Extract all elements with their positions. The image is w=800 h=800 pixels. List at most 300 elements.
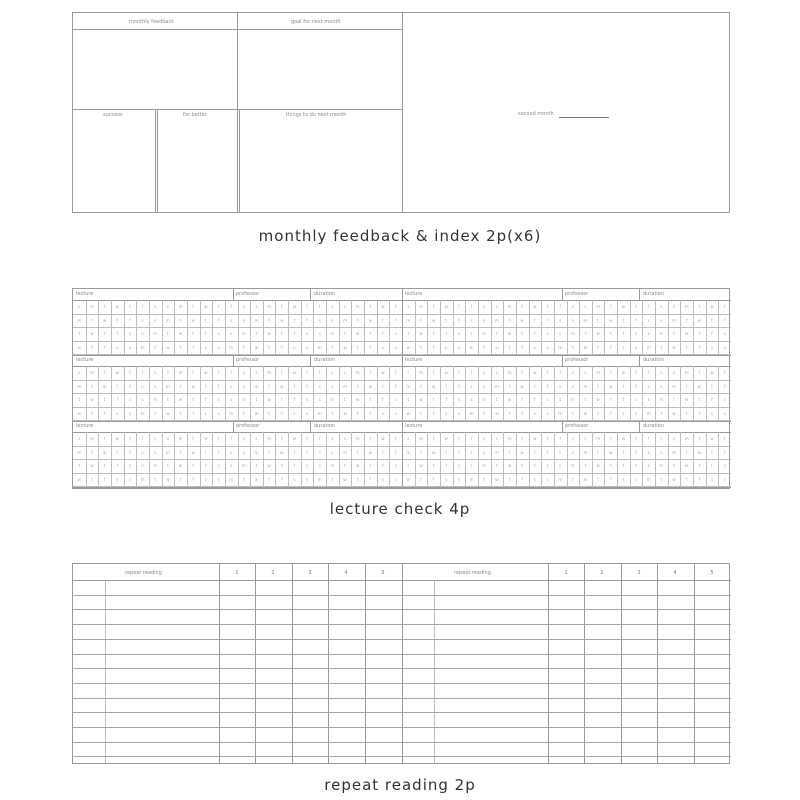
grid-cell[interactable]: m	[659, 397, 664, 402]
grid-cell[interactable]: s	[293, 410, 296, 416]
grid-cell[interactable]: w	[583, 476, 588, 482]
grid-cell[interactable]: w	[406, 476, 410, 482]
repeat-row-line[interactable]	[402, 727, 731, 728]
grid-cell[interactable]: s	[457, 463, 460, 468]
grid-cell[interactable]: s	[470, 449, 473, 455]
grid-cell[interactable]: t	[205, 449, 207, 455]
grid-cell[interactable]: w	[115, 370, 119, 375]
grid-cell[interactable]: t	[723, 436, 726, 441]
grid-cell[interactable]: t	[154, 344, 157, 350]
grid-cell[interactable]: f	[432, 410, 435, 416]
grid-cell[interactable]: t	[103, 397, 106, 402]
grid-cell[interactable]: w	[166, 476, 170, 482]
grid-cell[interactable]: t	[268, 317, 270, 323]
grid-cell[interactable]: t	[534, 383, 536, 389]
grid-cell[interactable]: f	[205, 397, 207, 402]
grid-cell[interactable]: s	[710, 410, 714, 416]
grid-cell[interactable]: f	[382, 397, 384, 402]
grid-cell[interactable]: w	[710, 370, 714, 375]
grid-cell[interactable]: w	[254, 410, 259, 416]
grid-cell[interactable]: t	[179, 383, 182, 389]
grid-cell[interactable]: t	[609, 463, 612, 468]
grid-cell[interactable]: t	[508, 410, 511, 416]
grid-cell[interactable]: f	[293, 463, 296, 468]
grid-cell[interactable]: m	[570, 331, 575, 336]
grid-cell[interactable]: t	[78, 331, 81, 336]
grid-cell[interactable]: s	[546, 410, 549, 416]
grid-cell[interactable]: m	[343, 449, 347, 455]
grid-cell[interactable]: t	[508, 383, 511, 389]
grid-cell[interactable]: s	[584, 436, 587, 441]
grid-cell[interactable]: t	[673, 331, 675, 336]
grid-cell[interactable]: f	[445, 397, 447, 402]
grid-cell[interactable]: f	[534, 463, 536, 468]
grid-cell[interactable]: f	[394, 449, 397, 455]
grid-cell[interactable]: f	[394, 317, 397, 323]
grid-cell[interactable]: s	[394, 410, 397, 416]
grid-cell[interactable]: s	[571, 370, 574, 375]
grid-cell[interactable]: s	[255, 304, 258, 309]
grid-cell[interactable]: s	[204, 410, 207, 416]
grid-cell[interactable]: s	[381, 410, 385, 416]
grid-cell[interactable]: t	[344, 463, 346, 468]
grid-cell[interactable]: s	[116, 476, 119, 482]
grid-cell[interactable]: m	[254, 317, 259, 323]
grid-cell[interactable]: t	[306, 304, 308, 309]
grid-cell[interactable]: t	[268, 449, 270, 455]
grid-cell[interactable]: s	[559, 463, 562, 468]
grid-cell[interactable]: f	[635, 317, 637, 323]
grid-cell[interactable]: t	[698, 331, 701, 336]
repeat-row-line[interactable]	[402, 609, 731, 610]
grid-cell[interactable]: w	[685, 397, 689, 402]
grid-cell[interactable]: w	[697, 383, 701, 389]
grid-cell[interactable]: t	[293, 449, 296, 455]
grid-cell[interactable]: f	[116, 397, 118, 402]
grid-cell[interactable]: w	[178, 397, 183, 402]
grid-cell[interactable]: w	[583, 410, 588, 416]
grid-cell[interactable]: s	[141, 397, 144, 402]
grid-cell[interactable]: f	[521, 410, 523, 416]
grid-cell[interactable]: t	[698, 463, 701, 468]
grid-cell[interactable]: s	[204, 476, 207, 482]
grid-cell[interactable]: w	[204, 436, 208, 441]
grid-cell[interactable]: s	[470, 397, 473, 402]
grid-cell[interactable]: s	[331, 449, 334, 455]
grid-cell[interactable]: w	[343, 476, 347, 482]
grid-cell[interactable]: t	[609, 397, 612, 402]
grid-cell[interactable]: s	[483, 304, 486, 309]
grid-cell[interactable]: f	[445, 463, 447, 468]
grid-cell[interactable]: w	[292, 304, 297, 309]
grid-cell[interactable]: w	[280, 317, 284, 323]
grid-cell[interactable]: t	[572, 344, 574, 350]
repeat-row-line[interactable]	[73, 756, 402, 757]
grid-cell[interactable]: t	[154, 410, 157, 416]
grid-cell[interactable]: m	[406, 317, 411, 323]
grid-cell[interactable]: s	[710, 476, 714, 482]
repeat-row-line[interactable]	[402, 756, 731, 757]
grid-cell[interactable]: f	[293, 397, 296, 402]
grid-cell[interactable]: m	[494, 383, 499, 389]
grid-cell[interactable]: f	[129, 383, 131, 389]
grid-cell[interactable]: s	[483, 449, 486, 455]
grid-cell[interactable]: w	[292, 436, 297, 441]
grid-cell[interactable]: t	[268, 410, 270, 416]
grid-cell[interactable]: t	[635, 304, 637, 309]
grid-cell[interactable]: t	[597, 317, 599, 323]
grid-cell[interactable]: w	[191, 449, 195, 455]
grid-cell[interactable]: m	[659, 463, 664, 468]
grid-cell[interactable]: s	[331, 383, 334, 389]
grid-cell[interactable]: f	[141, 436, 144, 441]
grid-cell[interactable]: t	[280, 370, 283, 375]
grid-cell[interactable]: s	[154, 383, 157, 389]
grid-cell[interactable]: m	[153, 463, 158, 468]
grid-cell[interactable]: s	[445, 344, 448, 350]
grid-cell[interactable]: m	[178, 304, 183, 309]
grid-cell[interactable]: t	[445, 449, 448, 455]
grid-cell[interactable]: t	[306, 370, 308, 375]
grid-cell[interactable]: m	[317, 476, 322, 482]
grid-cell[interactable]: t	[572, 410, 574, 416]
grid-cell[interactable]: t	[420, 383, 422, 389]
grid-cell[interactable]: t	[91, 449, 93, 455]
grid-cell[interactable]: w	[609, 317, 613, 323]
grid-cell[interactable]: s	[116, 410, 119, 416]
grid-cell[interactable]: w	[431, 449, 436, 455]
grid-cell[interactable]: s	[635, 476, 638, 482]
grid-cell[interactable]: s	[141, 317, 144, 323]
grid-cell[interactable]: f	[546, 317, 549, 323]
grid-cell[interactable]: m	[178, 370, 183, 375]
grid-cell[interactable]: t	[420, 344, 422, 350]
grid-cell[interactable]: t	[91, 344, 93, 350]
grid-cell[interactable]: w	[495, 344, 499, 350]
grid-cell[interactable]: m	[90, 304, 94, 309]
grid-cell[interactable]: m	[343, 383, 347, 389]
grid-cell[interactable]: t	[622, 317, 625, 323]
grid-cell[interactable]: s	[571, 304, 574, 309]
grid-cell[interactable]: t	[660, 344, 663, 350]
grid-cell[interactable]: t	[622, 383, 625, 389]
grid-cell[interactable]: t	[255, 331, 258, 336]
grid-cell[interactable]: s	[242, 383, 245, 389]
grid-cell[interactable]: s	[533, 476, 536, 482]
grid-cell[interactable]: s	[78, 436, 81, 441]
grid-cell[interactable]: s	[647, 397, 650, 402]
grid-cell[interactable]: t	[432, 370, 435, 375]
grid-cell[interactable]: s	[647, 383, 650, 389]
grid-cell[interactable]: s	[457, 331, 460, 336]
grid-cell[interactable]: t	[407, 397, 410, 402]
grid-cell[interactable]: f	[546, 449, 549, 455]
grid-cell[interactable]: w	[596, 397, 600, 402]
grid-cell[interactable]: t	[432, 331, 435, 336]
grid-cell[interactable]: m	[646, 476, 651, 482]
grid-cell[interactable]: f	[470, 436, 473, 441]
grid-cell[interactable]: t	[280, 436, 283, 441]
grid-cell[interactable]: t	[445, 317, 448, 323]
grid-cell[interactable]: t	[711, 449, 713, 455]
grid-cell[interactable]: t	[673, 397, 675, 402]
grid-cell[interactable]: s	[723, 331, 726, 336]
grid-cell[interactable]: t	[369, 331, 372, 336]
grid-cell[interactable]: t	[382, 317, 384, 323]
grid-cell[interactable]: s	[559, 383, 562, 389]
grid-cell[interactable]: s	[230, 463, 233, 468]
grid-cell[interactable]: s	[381, 344, 385, 350]
grid-cell[interactable]: w	[520, 383, 524, 389]
grid-cell[interactable]: s	[571, 449, 574, 455]
grid-cell[interactable]: s	[470, 317, 473, 323]
grid-cell[interactable]: s	[128, 410, 131, 416]
grid-cell[interactable]: m	[684, 370, 689, 375]
grid-cell[interactable]: t	[685, 476, 688, 482]
grid-cell[interactable]: s	[331, 370, 334, 375]
grid-cell[interactable]: m	[482, 463, 487, 468]
grid-cell[interactable]: t	[268, 476, 270, 482]
grid-cell[interactable]: s	[635, 331, 638, 336]
grid-cell[interactable]: t	[407, 331, 410, 336]
grid-cell[interactable]: f	[622, 397, 625, 402]
grid-cell[interactable]: w	[406, 410, 410, 416]
grid-cell[interactable]: m	[229, 476, 234, 482]
grid-cell[interactable]: f	[648, 370, 650, 375]
grid-cell[interactable]: w	[520, 449, 524, 455]
grid-cell[interactable]: s	[457, 397, 460, 402]
grid-cell[interactable]: m	[140, 476, 145, 482]
grid-cell[interactable]: m	[469, 344, 474, 350]
grid-cell[interactable]: w	[381, 436, 385, 441]
grid-cell[interactable]: w	[495, 476, 499, 482]
grid-cell[interactable]: s	[217, 463, 220, 468]
repeat-row-line[interactable]	[402, 639, 731, 640]
grid-cell[interactable]: m	[77, 383, 82, 389]
grid-cell[interactable]: t	[622, 449, 625, 455]
grid-cell[interactable]: w	[431, 383, 436, 389]
grid-cell[interactable]: f	[470, 370, 473, 375]
grid-cell[interactable]: f	[217, 449, 220, 455]
grid-cell[interactable]: t	[546, 370, 549, 375]
grid-cell[interactable]: t	[78, 463, 81, 468]
grid-cell[interactable]: t	[129, 436, 131, 441]
grid-cell[interactable]: f	[205, 331, 207, 336]
grid-cell[interactable]: s	[331, 317, 334, 323]
grid-cell[interactable]: w	[381, 370, 385, 375]
grid-cell[interactable]: m	[343, 317, 347, 323]
grid-cell[interactable]: t	[255, 463, 258, 468]
grid-cell[interactable]: w	[672, 476, 676, 482]
grid-cell[interactable]: m	[583, 317, 588, 323]
grid-cell[interactable]: t	[243, 344, 245, 350]
grid-cell[interactable]: t	[356, 449, 359, 455]
grid-cell[interactable]: s	[394, 463, 397, 468]
grid-cell[interactable]: t	[91, 317, 93, 323]
grid-cell[interactable]: t	[293, 317, 296, 323]
grid-cell[interactable]: t	[609, 370, 612, 375]
grid-cell[interactable]: t	[255, 397, 258, 402]
grid-cell[interactable]: s	[723, 344, 726, 350]
grid-cell[interactable]: w	[292, 370, 297, 375]
grid-cell[interactable]: f	[293, 331, 296, 336]
grid-cell[interactable]: t	[192, 397, 194, 402]
grid-cell[interactable]: f	[141, 304, 144, 309]
grid-cell[interactable]: s	[166, 304, 169, 309]
grid-cell[interactable]: s	[584, 304, 587, 309]
grid-cell[interactable]: s	[407, 370, 410, 375]
grid-cell[interactable]: w	[533, 370, 537, 375]
grid-cell[interactable]: f	[559, 370, 561, 375]
grid-cell[interactable]: w	[356, 463, 360, 468]
grid-cell[interactable]: s	[559, 317, 562, 323]
grid-cell[interactable]: f	[141, 370, 144, 375]
grid-cell[interactable]: t	[597, 383, 599, 389]
grid-cell[interactable]: s	[470, 463, 473, 468]
grid-cell[interactable]: m	[507, 304, 512, 309]
grid-cell[interactable]: t	[597, 476, 599, 482]
grid-cell[interactable]: t	[280, 331, 283, 336]
grid-cell[interactable]: t	[179, 449, 182, 455]
grid-cell[interactable]: t	[356, 410, 359, 416]
grid-cell[interactable]: w	[583, 344, 588, 350]
grid-cell[interactable]: s	[470, 331, 473, 336]
grid-cell[interactable]: m	[570, 463, 575, 468]
grid-cell[interactable]: s	[647, 331, 650, 336]
repeat-row-line[interactable]	[73, 609, 402, 610]
grid-cell[interactable]: w	[621, 304, 626, 309]
grid-cell[interactable]: s	[571, 317, 574, 323]
grid-cell[interactable]: w	[609, 449, 613, 455]
grid-cell[interactable]: m	[558, 476, 563, 482]
grid-cell[interactable]: w	[621, 436, 626, 441]
grid-cell[interactable]: w	[710, 304, 714, 309]
grid-cell[interactable]: t	[685, 344, 688, 350]
repeat-row-line[interactable]	[73, 742, 402, 743]
repeat-row-line[interactable]	[402, 654, 731, 655]
grid-cell[interactable]: f	[394, 383, 397, 389]
grid-cell[interactable]: f	[319, 436, 321, 441]
grid-cell[interactable]: s	[470, 383, 473, 389]
grid-cell[interactable]: f	[116, 331, 118, 336]
grid-cell[interactable]: w	[280, 449, 284, 455]
grid-cell[interactable]: t	[394, 436, 397, 441]
grid-cell[interactable]: s	[495, 370, 498, 375]
grid-cell[interactable]: f	[103, 410, 106, 416]
grid-cell[interactable]: t	[268, 344, 270, 350]
grid-cell[interactable]: s	[647, 317, 650, 323]
grid-cell[interactable]: t	[179, 410, 182, 416]
grid-cell[interactable]: f	[432, 344, 435, 350]
grid-cell[interactable]: t	[293, 383, 296, 389]
grid-cell[interactable]: f	[458, 317, 460, 323]
grid-cell[interactable]: t	[280, 397, 283, 402]
grid-cell[interactable]: t	[698, 304, 701, 309]
repeat-row-line[interactable]	[402, 668, 731, 669]
grid-cell[interactable]: w	[356, 331, 360, 336]
grid-cell[interactable]: t	[496, 463, 498, 468]
grid-cell[interactable]: s	[242, 317, 245, 323]
grid-cell[interactable]: f	[648, 436, 650, 441]
grid-cell[interactable]: w	[102, 383, 107, 389]
grid-cell[interactable]: s	[318, 397, 321, 402]
grid-cell[interactable]: s	[483, 317, 486, 323]
grid-cell[interactable]: t	[685, 383, 688, 389]
grid-cell[interactable]: s	[559, 449, 562, 455]
grid-cell[interactable]: f	[116, 463, 118, 468]
grid-cell[interactable]: t	[192, 463, 194, 468]
grid-cell[interactable]: f	[192, 410, 194, 416]
grid-cell[interactable]: f	[723, 449, 726, 455]
grid-cell[interactable]: m	[355, 370, 360, 375]
grid-cell[interactable]: s	[78, 370, 81, 375]
grid-cell[interactable]: w	[609, 383, 613, 389]
grid-cell[interactable]: t	[78, 397, 81, 402]
grid-cell[interactable]: m	[140, 410, 145, 416]
grid-cell[interactable]: w	[533, 304, 537, 309]
grid-cell[interactable]: f	[458, 449, 460, 455]
grid-cell[interactable]: t	[584, 331, 587, 336]
grid-cell[interactable]: m	[267, 436, 272, 441]
grid-cell[interactable]: f	[470, 304, 473, 309]
grid-cell[interactable]: w	[90, 397, 94, 402]
grid-cell[interactable]: m	[659, 331, 664, 336]
grid-cell[interactable]: w	[90, 463, 94, 468]
grid-cell[interactable]: t	[369, 370, 372, 375]
grid-cell[interactable]: f	[306, 317, 308, 323]
grid-cell[interactable]: w	[444, 436, 448, 441]
grid-cell[interactable]: w	[178, 331, 183, 336]
grid-cell[interactable]: m	[229, 410, 234, 416]
grid-cell[interactable]: s	[242, 370, 245, 375]
grid-cell[interactable]: t	[382, 449, 384, 455]
grid-cell[interactable]: s	[343, 436, 347, 441]
grid-cell[interactable]: w	[381, 304, 385, 309]
grid-cell[interactable]: s	[217, 397, 220, 402]
grid-cell[interactable]: s	[242, 304, 245, 309]
grid-cell[interactable]: t	[369, 304, 372, 309]
grid-cell[interactable]: f	[230, 304, 232, 309]
grid-cell[interactable]: w	[596, 463, 600, 468]
grid-cell[interactable]: t	[192, 370, 194, 375]
grid-cell[interactable]: t	[369, 397, 372, 402]
grid-cell[interactable]: f	[205, 463, 207, 468]
grid-cell[interactable]: t	[432, 463, 435, 468]
grid-cell[interactable]: t	[698, 397, 701, 402]
grid-cell[interactable]: t	[635, 436, 637, 441]
grid-cell[interactable]: t	[420, 476, 422, 482]
grid-cell[interactable]: f	[610, 410, 612, 416]
grid-cell[interactable]: s	[217, 410, 220, 416]
grid-cell[interactable]: w	[102, 449, 107, 455]
grid-cell[interactable]: t	[192, 331, 194, 336]
grid-cell[interactable]: t	[483, 410, 486, 416]
grid-cell[interactable]: m	[241, 331, 246, 336]
grid-cell[interactable]: s	[230, 317, 233, 323]
grid-cell[interactable]: m	[153, 397, 158, 402]
grid-cell[interactable]: w	[685, 331, 689, 336]
grid-cell[interactable]: s	[584, 370, 587, 375]
grid-cell[interactable]: m	[419, 370, 423, 375]
grid-cell[interactable]: w	[431, 317, 436, 323]
grid-cell[interactable]: m	[355, 436, 360, 441]
grid-cell[interactable]: t	[508, 317, 511, 323]
grid-cell[interactable]: m	[596, 436, 601, 441]
grid-cell[interactable]: s	[660, 370, 663, 375]
grid-cell[interactable]: t	[91, 383, 93, 389]
grid-cell[interactable]: w	[254, 344, 259, 350]
grid-cell[interactable]: s	[407, 436, 410, 441]
